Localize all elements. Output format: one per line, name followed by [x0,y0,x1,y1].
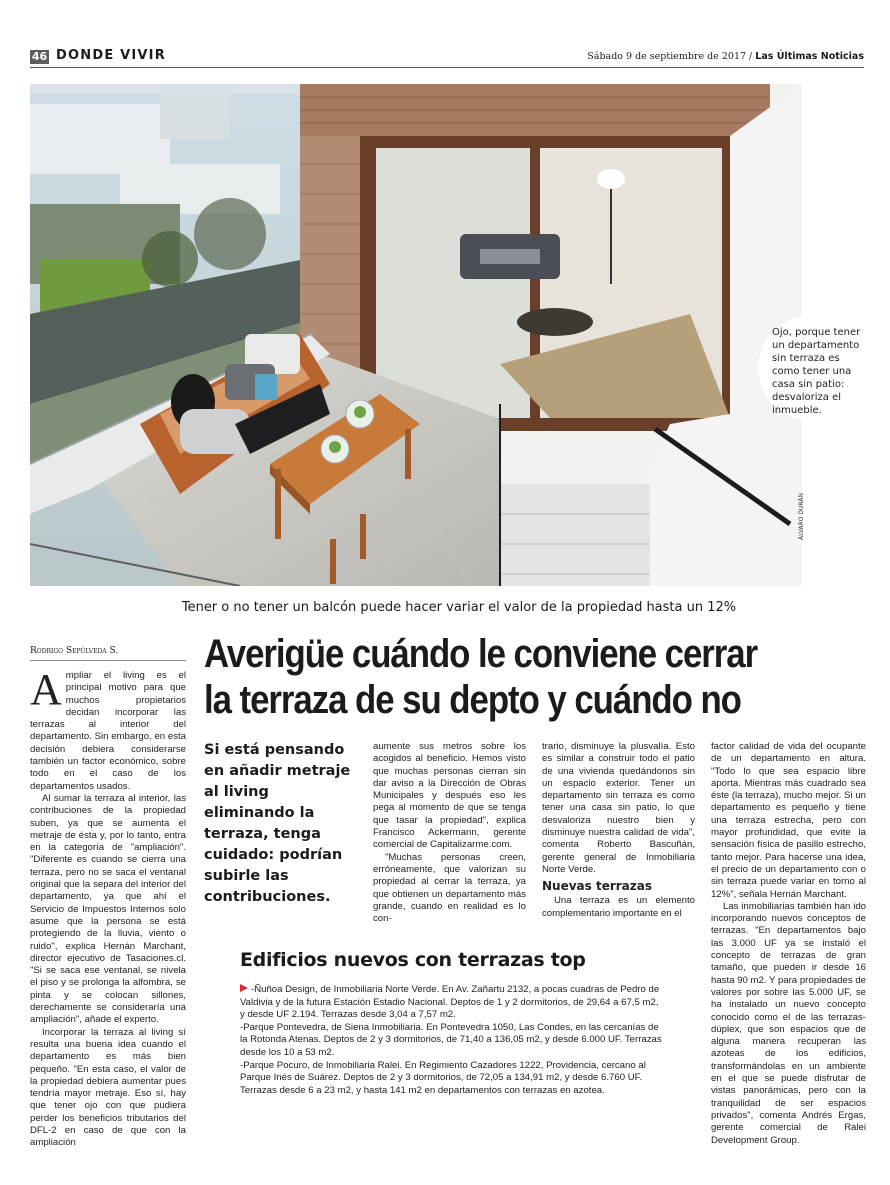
kicker: Tener o no tener un balcón puede hacer variar el valor de la propiedad hasta un 12% [181,600,737,615]
article-paragraph: Al sumar la terraza al interior, las contribuciones de la propiedad suben, ya que se aumenta el metraje de ésta y, por lo tanto, entra en la categoría de "ampliación". "Diferente es cuando se cierra una terraza, pero no se saca el ventanal original que la separa del interior del departamento, ya que ahí el Servicio de Impuestos Internos solo asume que la persona se está protegiendo de la lluvia, viento o ruido", explica Hernán Marchant, director ejecutivo de Tasaciones.cl. "Si se saca ese ventanal, se nivela el piso y se prolonga la alfombra, se pinta y se colocan sillones, derechamente se consideraría una ampliación", añade el experto. [30,792,186,1026]
article-column-1 [30,665,186,1150]
page-number: 46 [31,50,48,63]
sidebar-title: Edificios nuevos con terrazas top [240,949,586,971]
date: Sábado 9 de septiembre de 2017 / [587,51,753,62]
headline [204,631,787,723]
photo-credit: ÁLVARO DURÁN [798,493,805,540]
deck: Si está pensando en añadir metraje al living eliminando la terraza, tenga cuidado: podrían subirle las contribuciones. [204,742,351,905]
article-column-3 [542,741,695,920]
byline-rule [30,660,186,661]
headline-line-2: la terraza de su depto y cuándo no [204,678,741,722]
headline-line-1: Averigüe cuándo le conviene cerrar [204,632,758,676]
article-column-2 [373,741,526,925]
article-paragraph: Una terraza es un elemento complementario importante en el [542,895,695,919]
list-item: -Parque Pontevedra, de Siena Inmobiliaria. En Pontevedra 1050, Las Condes, en las cercanías de la Rotonda Atenas. Deptos de 2 y 3 dormitorios, de 71,40 a 136,05 m2, y desde 6.000 UF. Terrazas desde los 10 a 53 m2. [240,1021,662,1058]
list-item: -Parque Pocuro, de Inmobiliaria Ralei. En Regimiento Cazadores 1222, Providencia, cercano al Parque Inés de Suárez. Deptos de 2 y 3 dormitorios, de 72,05 a 134,91 m2, y desde 6.760 UF. Terrazas desde 6 a 23 m2, y hasta 141 m2 en departamentos con terrazas en azotea. [240,1059,646,1096]
article-paragraph: Ampliar el living es el principal motivo para que muchos propietarios decidan incorporar las terrazas al interior del departamento. Sin embargo, en esta decisión debiera considerarse también un factor económico, sobre todo en el caso de los departamentos usados. [30,665,186,792]
arrow-icon [240,984,248,992]
subhead: Nuevas terrazas [542,879,652,894]
header-rule [30,67,864,68]
list-item: -Ñuñoa Design, de Inmobiliaria Norte Verde. En Av. Zañartu 2132, a pocas cuadras de Pedro de Valdivia y de la futura Estación Estadio Nacional. Deptos de 1 y 2 dormitorios, de 29,64 a 67,5 m2, y desde UF 2.194. Terrazas desde 3,04 a 7,57 m2. [240,984,660,1021]
byline: Rodrigo Sepúlveda S. [30,646,119,656]
article-paragraph: trario, disminuye la plusvalía. Esto es similar a construir todo el patio de una vivienda quedándonos sin un espacio exterior. Tener un departamento sin terraza es como tener una casa sin patio, lo que desvaloriza nuestro bien y disminuye nuestra calidad de vida", comenta Roberto Bascuñán, gerente general de Inmobiliaria Norte Verde. [542,741,695,875]
dateline [587,50,864,64]
article-paragraph: Las inmobiliarias también han ido incorporando nuevos conceptos de terrazas. "En departamentos bajo las 3.000 UF ya se instaló el concepto de terrazas de gran tamaño, que pueden ir desde 16 hasta 90 m2. Y para propiedades de valores por sobre las 5.000 UF, se ha instalado un nuevo concepto conocido como el de las terrazas-dúplex, que son espacios que de alguna manera recuperan las azoteas de los edificios, transformándolas en un ambiente en el que se puede disfrutar de vistas panorámicas, pero con la tranquilidad de ser espacios privados", comenta Andrés Ergas, gerente comercial de Ralei Development Group. [711,900,866,1146]
drop-cap: A [30,665,62,714]
article-paragraph: aumente sus metros sobre los acogidos al beneficio. Hemos visto que muchas personas cierran sin dar aviso a la Dirección de Obras Municipales y después eso les pega al momento de que se tenga que tasar la propiedad", explica Francisco Ackermann, gerente comercial de Capitalizarme.com. [373,741,526,851]
article-paragraph: "Muchas personas creen, erróneamente, que valorizan su propiedad al cerrar la terraza, ya que obtienen un departamento más grande, cuando en realidad es lo con- [373,851,526,925]
article-column-4 [711,741,866,1147]
article-paragraph: Incorporar la terraza al living sí resulta una buena idea cuando el departamento es más bien pequeño. "En esta caso, el valor de la propiedad debiera aumentar pues tendría mayor metraje. Eso sí, hay que tener ojo con que pudiera perder los beneficios tributarios del DFL-2 en caso de que con la ampliación [30,1026,186,1149]
publication-name: Las Últimas Noticias [755,51,864,62]
sidebar-list [240,984,664,1097]
photo-caption: Ojo, porque tener un departamento sin terraza es como tener una casa sin patio: desvaloriza el inmueble. [758,316,868,420]
section-title: DONDE VIVIR [56,48,166,63]
article-paragraph: factor calidad de vida del ocupante de un departamento en altura. "Todo lo que sea espacio libre aporta. Mientras más cuadrado sea éste (la terraza), mucho mejor. Si un departamento es pequeño y tiene una terraza estrecha, pero con mayor profundidad, que evite la sensación física de pasillo estrecho, tanto mejor. Para hacerse una idea, el precio de un departamento con o sin terraza puede variar en torno al 12%", señala Hernán Marchant. [711,741,866,900]
terrace-photo [30,84,802,586]
